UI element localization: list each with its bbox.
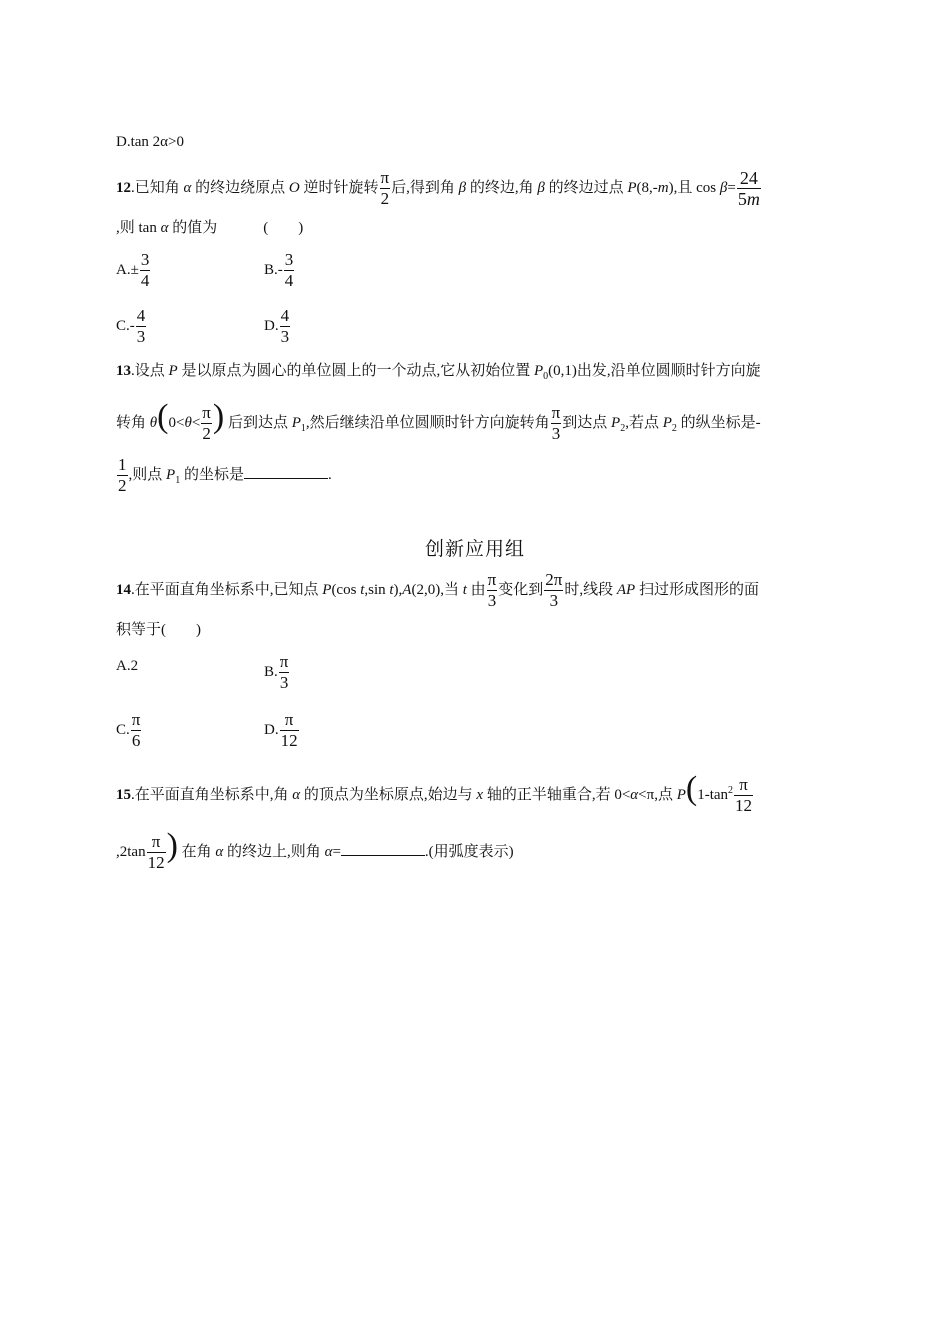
q15-alpha: α [324,843,333,860]
q13-line-3 [116,455,332,496]
q14-option-b [264,652,290,693]
option-label: B.- [264,261,283,278]
option-fraction [284,250,295,291]
denominator: 2 [202,424,211,443]
q15-text: 轴的正半轴重合,若 0< [483,786,631,803]
q12-beta: β [537,179,545,196]
q13-rotation-fraction [551,403,562,444]
numerator: π [279,652,289,671]
q12-cos-fraction [737,168,761,209]
numerator: π [487,570,497,589]
q15-number: 15 [116,786,131,803]
numerator: π [380,168,390,187]
option-label: A.± [116,261,139,278]
q12-text: 的终边,角 [466,179,538,196]
q12-text: 的值为 [168,220,218,236]
option-label: C. [116,721,130,738]
option-fraction [279,652,290,693]
q13-half-fraction [117,455,128,496]
q12-text: 的终边绕原点 [191,179,289,196]
q12-option-a [116,250,151,291]
denominator: 3 [279,673,289,692]
q15-alpha: α [630,786,639,803]
q13-point-p2: P [662,414,672,431]
option-fraction [140,250,151,291]
q13-point-p1: P [291,414,301,431]
denominator: 3 [487,591,497,610]
q12-text: 后,得到角 [391,179,459,196]
q15-text: = [332,843,341,860]
q15-text: 的终边上,则角 [223,843,325,860]
option-label: D. [264,317,279,334]
q13-text: 0< [168,414,185,431]
q15-line-1 [116,769,754,816]
q15-superscript: 2 [728,784,734,796]
q13-subscript: 2 [671,422,677,434]
q13-text: 的坐标是 [180,466,244,483]
answer-blank[interactable] [244,464,328,479]
left-paren: ( [157,397,169,435]
q14-from-fraction [487,570,498,611]
q15-fraction [734,775,753,816]
q12-number: 12 [116,179,131,196]
q12-m: m [657,179,669,196]
q13-text: 转角 [116,414,150,431]
denominator: 3 [280,327,290,346]
q14-text: ,sin [364,581,390,598]
denominator: 12 [735,796,753,815]
q12-text: ),且 cos [668,179,720,196]
denominator: 4 [140,271,150,290]
q11-option-d: D.tan 2α>0 [116,134,184,150]
q14-option-c [116,710,142,751]
q15-alpha: α [215,843,224,860]
denominator: 6 [131,731,141,750]
q13-text: ,然后继续沿单位圆顺时针方向旋转角 [305,414,550,431]
q14-t: t [360,581,365,598]
numerator: 24 [737,168,761,189]
q13-text: 是以原点为圆心的单位圆上的一个动点,它从初始位置 [177,363,534,379]
q13-subscript: 0 [543,371,549,382]
q15-line-2 [116,826,514,873]
q12-alpha: α [160,220,169,236]
q15-text: 在角 [177,843,216,860]
q13-condition-fraction [201,403,212,444]
option-fraction [131,710,142,751]
q15-point-p: P [676,786,686,803]
numerator: π [202,403,211,422]
denominator: 3 [136,327,146,346]
option-label: C.- [116,317,135,334]
q14-t: t [462,581,467,598]
q12-point: P [627,179,637,196]
q12-answer-paren: ( ) [263,220,304,236]
q14-text: 由 [466,581,486,598]
numerator: π [280,710,299,731]
q14-text: (cos [331,581,361,598]
q13-subscript: 1 [300,422,306,434]
numerator: π [131,710,141,729]
q13-text: < [191,414,201,431]
q14-point-a: A [402,581,412,598]
q12-option-c [116,306,147,347]
q14-line-2: 积等于( ) [116,622,201,638]
q12-origin: O [288,179,300,196]
q14-t: t [389,581,394,598]
den-variable: m [746,189,760,209]
numerator: 4 [280,306,290,325]
q12-text: (8,- [636,179,658,196]
q15-text: 的顶点为坐标原点,始边与 [300,786,477,803]
q12-beta: β [458,179,467,196]
q12-text: 的终边过点 [544,179,628,196]
left-paren: ( [685,769,698,807]
q14-option-d [264,710,300,751]
numerator: π [734,775,753,796]
q14-option-a: A.2 [116,658,139,674]
denominator [737,189,761,209]
q14-point-p: P [322,581,332,598]
right-paren: ) [166,826,178,864]
q12-option-b [264,250,295,291]
section-heading: 创新应用组 [424,538,525,560]
q14-number: 14 [116,581,131,598]
q12-alpha: α [183,179,192,196]
q13-text: (0,1) [548,363,577,379]
q13-subscript: 2 [620,422,626,434]
q15-text: 1-tan [697,786,729,803]
option-fraction [280,710,299,751]
q15-x: x [476,786,484,803]
q13-point-p1: P [166,466,176,483]
q15-alpha: α [292,786,301,803]
q14-text: (2,0),当 [411,581,463,598]
denominator: 2 [380,189,390,208]
q14-text: 变化到 [498,581,544,598]
right-paren: ) [212,397,225,435]
q13-text: 的纵坐标是- [676,414,761,431]
q12-line-1 [116,168,762,209]
numerator: 2π [545,570,563,589]
q14-text: 时,线段 [564,581,617,598]
q13-line-2 [116,397,761,444]
q13-text: 出发,沿单位圆顺时针方向旋 [576,363,761,379]
q13-text: .设点 [131,363,169,379]
numerator: π [551,403,561,422]
q14-to-fraction [544,570,563,611]
q14-text: 扫过形成图形的面 [635,581,759,598]
numerator: 1 [118,455,127,474]
q13-number: 13 [116,363,131,379]
denominator: 3 [551,424,561,443]
q14-segment: AP [616,581,636,598]
numerator: π [147,832,166,853]
q13-text: 到达点 [562,414,612,431]
option-fraction [280,306,291,347]
q13-subscript: 1 [175,474,181,486]
q12-line-2 [116,218,303,238]
option-fraction [136,306,147,347]
q12-text: ,则 tan [116,220,161,236]
q13-point: P [168,363,178,379]
q13-point-p0: P [533,363,544,379]
q15-text: .(用弧度表示) [424,843,514,860]
q13-line-1 [116,361,761,387]
q12-text: 逆时针旋转 [299,179,379,196]
denominator: 12 [280,731,298,750]
q14-text: ), [393,581,403,598]
q15-fraction-2 [147,832,166,873]
denominator: 2 [118,476,127,495]
option-label: B. [264,663,278,680]
q15-text: ,2tan [116,843,146,860]
option-label: D. [264,721,279,738]
denominator: 4 [284,271,294,290]
q13-theta: θ [184,414,192,431]
den-coefficient: 5 [737,189,747,209]
q12-beta: β [719,179,728,196]
denominator: 12 [147,853,165,872]
q13-theta: θ [149,414,158,431]
q13-text: ,则点 [128,466,167,483]
q13-text: 后到达点 [224,414,292,431]
q15-text: .在平面直角坐标系中,角 [131,786,293,803]
q13-text: . [327,466,332,483]
q15-text: <π,点 [638,786,677,803]
q12-text: .已知角 [131,179,184,196]
q14-line-1 [116,570,759,611]
numerator: 4 [136,306,146,325]
q13-point-p2: P [611,414,621,431]
q12-equals: = [727,179,736,196]
numerator: 3 [140,250,150,269]
q13-text: ,若点 [625,414,663,431]
answer-blank[interactable] [341,841,425,856]
numerator: 3 [284,250,294,269]
q12-option-d [264,306,291,347]
q12-rotation-fraction [380,168,391,209]
q14-text: .在平面直角坐标系中,已知点 [131,581,323,598]
denominator: 3 [549,591,559,610]
